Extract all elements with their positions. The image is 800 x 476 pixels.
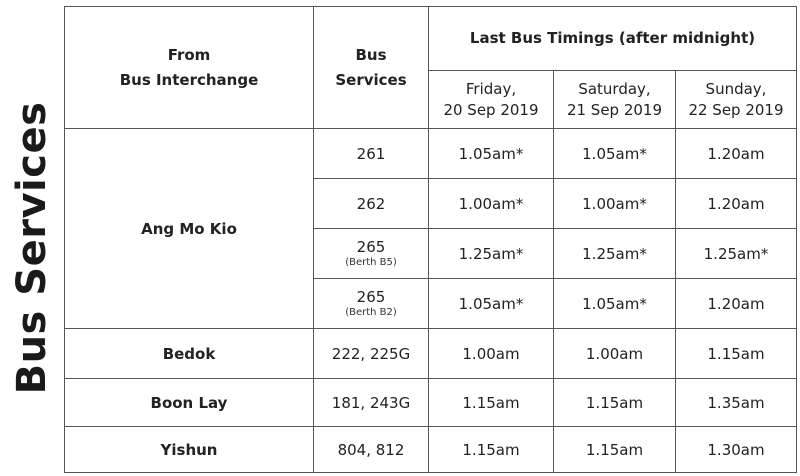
- table-row: [65, 129, 797, 179]
- side-title: Bus Services: [9, 101, 55, 395]
- table-row: [65, 329, 797, 379]
- interchange-ang-mo-kio: Ang Mo Kio: [65, 129, 314, 329]
- time-cell-sunday: 1.30am: [676, 427, 797, 473]
- time-cell-friday: 1.25am*: [429, 229, 554, 279]
- table-row: [65, 427, 797, 473]
- interchange-yishun: Yishun: [65, 427, 314, 473]
- time-cell-saturday: 1.05am*: [554, 129, 676, 179]
- service-cell: 804, 812: [314, 427, 429, 473]
- from-interchange-header: From Bus Interchange: [65, 7, 314, 129]
- time-cell-sunday: 1.20am: [676, 179, 797, 229]
- time-cell-friday: 1.15am: [429, 379, 554, 427]
- day-header-friday: Friday, 20 Sep 2019: [429, 71, 554, 129]
- day-header-saturday: Saturday, 21 Sep 2019: [554, 71, 676, 129]
- service-cell: 181, 243G: [314, 379, 429, 427]
- time-cell-sunday: 1.20am: [676, 129, 797, 179]
- bus-timings-table: [64, 6, 797, 473]
- time-cell-saturday: 1.00am*: [554, 179, 676, 229]
- time-cell-saturday: 1.00am: [554, 329, 676, 379]
- day-header-sunday: Sunday, 22 Sep 2019: [676, 71, 797, 129]
- time-cell-friday: 1.05am*: [429, 279, 554, 329]
- last-bus-timings-header: Last Bus Timings (after midnight): [429, 7, 797, 71]
- time-cell-friday: 1.00am*: [429, 179, 554, 229]
- interchange-bedok: Bedok: [65, 329, 314, 379]
- time-cell-sunday: 1.15am: [676, 329, 797, 379]
- table-row: [65, 379, 797, 427]
- time-cell-friday: 1.15am: [429, 427, 554, 473]
- time-cell-friday: 1.00am: [429, 329, 554, 379]
- berth-label: (Berth B5): [345, 256, 397, 268]
- time-cell-friday: 1.05am*: [429, 129, 554, 179]
- header-row: [65, 7, 797, 71]
- service-cell: 265 (Berth B2): [314, 279, 429, 329]
- time-cell-sunday: 1.25am*: [676, 229, 797, 279]
- time-cell-saturday: 1.15am: [554, 427, 676, 473]
- bus-services-header: Bus Services: [314, 7, 429, 129]
- service-cell: 262: [314, 179, 429, 229]
- time-cell-saturday: 1.15am: [554, 379, 676, 427]
- time-cell-saturday: 1.05am*: [554, 279, 676, 329]
- time-cell-saturday: 1.25am*: [554, 229, 676, 279]
- service-cell: 265 (Berth B5): [314, 229, 429, 279]
- service-cell: 222, 225G: [314, 329, 429, 379]
- interchange-boon-lay: Boon Lay: [65, 379, 314, 427]
- berth-label: (Berth B2): [345, 306, 397, 318]
- time-cell-sunday: 1.20am: [676, 279, 797, 329]
- time-cell-sunday: 1.35am: [676, 379, 797, 427]
- service-cell: 261: [314, 129, 429, 179]
